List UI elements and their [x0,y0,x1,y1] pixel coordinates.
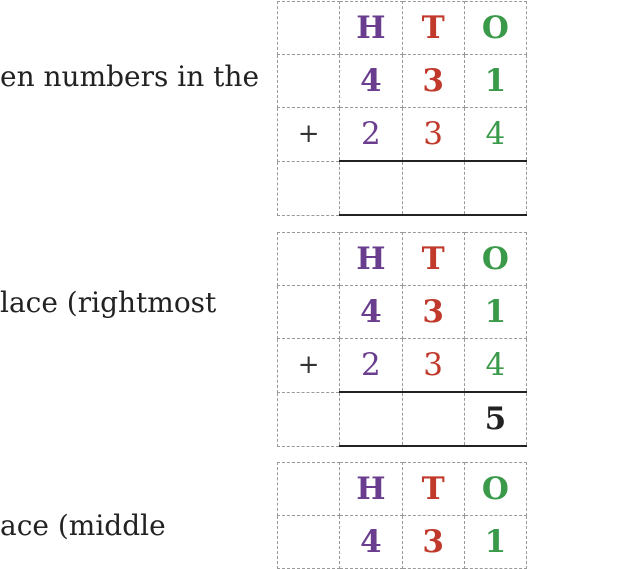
hundreds-digit: 4 [340,516,402,569]
tens-header: T [402,233,464,286]
header-row [278,2,527,55]
empty-cell [278,392,340,446]
first-addend-row [278,55,527,108]
first-addend-row [278,286,527,339]
ones-result [464,161,526,215]
hundreds-digit: 4 [340,55,402,108]
ones-digit: 1 [464,55,526,108]
empty-cell [278,286,340,339]
tens-digit: 3 [402,108,464,162]
hundreds-header: H [340,233,402,286]
empty-cell [278,2,340,55]
result-row [278,161,527,215]
step-2-text: lace (rightmost [0,286,217,319]
tens-result [402,161,464,215]
step-1-text: en numbers in the [0,60,260,93]
tens-digit: 3 [402,516,464,569]
hundreds-digit: 2 [340,339,402,393]
hundreds-result [340,392,402,446]
ones-digit: 4 [464,108,526,162]
ones-header: O [464,233,526,286]
tens-digit: 3 [402,55,464,108]
tens-header: T [402,463,464,516]
tens-digit: 3 [402,339,464,393]
second-addend-row [278,339,527,393]
ones-digit: 1 [464,286,526,339]
tens-result [402,392,464,446]
ones-header: O [464,2,526,55]
hundreds-header: H [340,2,402,55]
tens-digit: 3 [402,286,464,339]
place-value-grid-2 [277,232,527,447]
empty-cell [278,516,340,569]
hundreds-digit: 4 [340,286,402,339]
empty-cell [278,463,340,516]
first-addend-row [278,516,527,569]
empty-cell [278,161,340,215]
hundreds-digit: 2 [340,108,402,162]
place-value-grid-1 [277,1,527,216]
header-row [278,463,527,516]
hundreds-result [340,161,402,215]
place-value-grid-3 [277,462,527,569]
empty-cell [278,55,340,108]
plus-sign: + [278,108,340,162]
ones-result: 5 [464,392,526,446]
ones-header: O [464,463,526,516]
hundreds-header: H [340,463,402,516]
step-3-text: ace (middle [0,509,166,542]
plus-sign: + [278,339,340,393]
header-row [278,233,527,286]
empty-cell [278,233,340,286]
tens-header: T [402,2,464,55]
second-addend-row [278,108,527,162]
ones-digit: 1 [464,516,526,569]
result-row [278,392,527,446]
ones-digit: 4 [464,339,526,393]
